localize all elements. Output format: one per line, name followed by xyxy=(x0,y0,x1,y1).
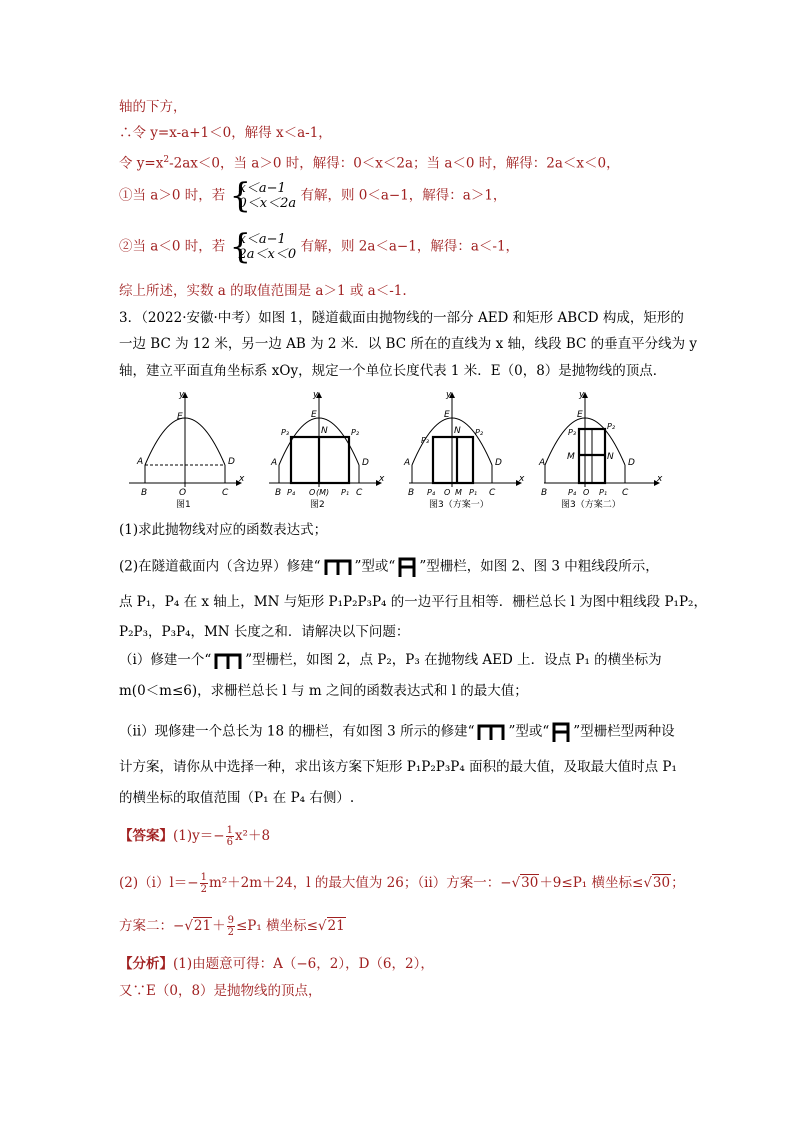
label-x: x xyxy=(657,474,663,484)
part-2-line-2: 点 P₁，P₄ 在 x 轴上，MN 与矩形 P₁P₂P₃P₄ 的一边平行且相等．栅栏总长 l 为图中粗线段 P₁P₂， xyxy=(119,594,707,610)
figure-3-plan-2 xyxy=(538,390,663,510)
fraction-den: 2 xyxy=(200,884,207,895)
case-1-system xyxy=(229,176,297,216)
part-2i-line-2: m(0＜m≤6)，求栅栏总长 l 与 m 之间的函数表达式和 l 的最大值； xyxy=(119,683,528,699)
label-a: A xyxy=(137,457,144,467)
answer-2-a: (2)（ⅰ）l＝− xyxy=(119,875,199,891)
fraction-den: 6 xyxy=(226,837,233,848)
sqrt-value: 30 xyxy=(652,875,671,891)
label-m: M xyxy=(567,452,575,462)
label-d: D xyxy=(495,458,502,468)
fraction xyxy=(227,915,235,938)
fraction-den: 2 xyxy=(227,927,234,938)
case-1-row-1: x＜a−1 xyxy=(238,181,286,196)
figure-2-caption: 图2 xyxy=(310,500,325,510)
label-o: O xyxy=(309,488,316,497)
case-1-suffix: 有解，则 0＜a−1，解得：a＞1， xyxy=(300,187,507,204)
conclusion: 综上所述，实数 a 的取值范围是 a＞1 或 a＜-1. xyxy=(119,283,407,299)
solution-line-3a: 令 y=x xyxy=(119,155,164,172)
part-2i-text-b: ”型栅栏，如图 2，点 P₂，P₃ 在抛物线 AED 上．设点 P₁ 的横坐标为 xyxy=(245,652,662,668)
label-m: (M) xyxy=(316,488,330,497)
label-o: O xyxy=(179,488,187,498)
label-x: x xyxy=(519,474,525,484)
case-1-prefix: ①当 a＞0 时，若 xyxy=(119,187,226,204)
fraction-num: 9 xyxy=(227,915,234,926)
sqrt-value: 30 xyxy=(521,875,539,891)
label-p3: P₃ xyxy=(421,436,430,445)
part-2ii-text-c: ”型栅栏型两种设 xyxy=(573,723,675,740)
label-c: C xyxy=(222,488,229,498)
fence-rect xyxy=(433,437,473,483)
brace-icon: { xyxy=(229,227,252,267)
case-2-line xyxy=(119,227,520,267)
figure-3-plan-1-caption: 图3（方案一） xyxy=(429,500,489,510)
case-2-system xyxy=(229,227,297,267)
part-2-line-3: P₂P₃，P₃P₄，MN 长度之和．请解决以下问题： xyxy=(119,624,410,640)
label-c: C xyxy=(622,488,629,498)
answer-3-b: ＋ xyxy=(212,918,226,934)
figure-3-plan-2-caption: 图3（方案二） xyxy=(561,500,621,510)
label-y: y xyxy=(313,390,319,400)
fraction-num: 1 xyxy=(200,872,207,883)
label-m: M xyxy=(455,488,462,497)
case-1-row-2: 0＜x＜2a xyxy=(238,196,297,211)
label-y: y xyxy=(446,390,452,400)
case-2-prefix: ②当 a＜0 时，若 xyxy=(119,238,226,255)
label-n: N xyxy=(454,426,461,436)
part-2-text-c: ”型栅栏，如图 2、图 3 中粗线段所示， xyxy=(419,558,659,575)
answer-2-c: ＋9≤P₁ 横坐标≤ xyxy=(539,875,644,891)
label-b: B xyxy=(408,488,415,498)
label-d: D xyxy=(362,458,369,468)
label-n: N xyxy=(321,426,328,436)
label-c: C xyxy=(356,488,363,498)
figure-2 xyxy=(269,390,385,510)
figure-1 xyxy=(129,390,245,510)
label-e: E xyxy=(444,410,450,420)
analysis-tag: 【分析】 xyxy=(119,956,173,972)
label-p2: P₂ xyxy=(475,428,484,437)
fence-m-type-icon xyxy=(476,723,506,741)
analysis-line-2: 又∵E（0，8）是抛物线的顶点， xyxy=(119,983,322,999)
label-c: C xyxy=(489,488,496,498)
answer-1-a: (1)y＝− xyxy=(173,828,225,844)
fence-h-type-icon xyxy=(397,556,417,578)
label-p4: P₄ xyxy=(427,488,436,497)
fence-m-type-icon xyxy=(323,558,353,576)
fraction xyxy=(226,825,234,848)
label-n: N xyxy=(607,452,614,462)
fraction xyxy=(200,872,208,895)
solution-line-3 xyxy=(119,151,620,173)
label-o: O xyxy=(583,488,590,497)
solution-line-1: 轴的下方， xyxy=(119,99,187,115)
part-2-text-a: (2)在隧道截面内（含边界）修建“ xyxy=(119,558,321,575)
label-e: E xyxy=(311,410,317,420)
fraction-num: 1 xyxy=(226,825,233,836)
label-y: y xyxy=(179,390,185,400)
figure-3-plan-1 xyxy=(403,390,525,510)
part-2i-text-a: （ⅰ）修建一个“ xyxy=(119,652,212,668)
part-2ii-line-1 xyxy=(119,721,675,743)
label-p1: P₁ xyxy=(341,488,350,497)
label-p1: P₁ xyxy=(599,488,608,497)
part-2ii-line-2: 计方案，请你从中选择一种，求出该方案下矩形 P₁P₂P₃P₄ 面积的最大值，及取最大值时点 P₁ xyxy=(119,759,677,775)
label-a: A xyxy=(404,458,411,468)
label-d: D xyxy=(628,458,635,468)
label-p2: P₂ xyxy=(351,428,360,437)
part-2ii-line-3: 的横坐标的取值范围（P₁ 在 P₄ 右侧）. xyxy=(119,790,355,806)
label-b: B xyxy=(275,488,282,498)
label-a: A xyxy=(271,458,278,468)
part-2ii-text-a: （ⅱ）现修建一个总长为 18 的栅栏，有如图 3 所示的修建“ xyxy=(119,723,475,740)
part-2ii-text-b: ”型或“ xyxy=(508,723,550,740)
brace-icon: { xyxy=(229,176,252,216)
case-1-line xyxy=(119,176,507,216)
label-x: x xyxy=(239,474,245,484)
answer-tag: 【答案】 xyxy=(119,828,173,844)
answer-line-1 xyxy=(119,825,270,848)
question-3-line-3: 轴，建立平面直角坐标系 xOy，规定一个单位长度代表 1 米．E（0，8）是抛物线的顶点． xyxy=(119,363,667,379)
answer-line-3: 方案二：−√21＋ $\frac{9}{2}$ ≤P₁ 横坐标≤√21 xyxy=(119,915,345,938)
solution-line-2: ∴令 y=x-a+1＜0，解得 x＜a-1， xyxy=(119,125,332,141)
label-p2: P₂ xyxy=(607,422,616,431)
solution-line-3b: -2ax＜0，当 a＞0 时，解得：0＜x＜2a；当 a＜0 时，解得：2a＜x＜0， xyxy=(169,155,620,172)
part-2-text-b: ”型或“ xyxy=(354,558,396,575)
answer-2-d: ； xyxy=(671,875,685,891)
part-2-line-1 xyxy=(119,556,659,578)
answer-line-2: (2)（ⅰ）l＝− $\frac{1}{2}$ m²＋2m＋24，l 的最大值为 26；（ⅱ）方案一：−√30＋9≤P₁ 横坐标≤√30； xyxy=(119,872,685,895)
analysis-text-1: (1)由题意可得：A（−6，2），D（6，2）， xyxy=(173,956,434,972)
label-p1: P₁ xyxy=(469,488,478,497)
figures-row xyxy=(119,385,679,513)
label-x: x xyxy=(379,474,385,484)
question-3-line-1: 3．（2022·安徽·中考）如图 1，隧道截面由抛物线的一部分 AED 和矩形 ABCD 构成，矩形的 xyxy=(119,310,684,326)
label-o: O xyxy=(444,488,451,497)
case-2-row-1: x＜a−1 xyxy=(238,232,286,247)
part-1: (1)求此抛物线对应的函数表达式； xyxy=(119,522,328,538)
label-e: E xyxy=(577,410,583,420)
label-p3: P₃ xyxy=(281,428,290,437)
label-b: B xyxy=(541,488,548,498)
answer-2-b: m²＋2m＋24，l 的最大值为 26；（ⅱ）方案一：− xyxy=(208,875,512,891)
answer-3-a: 方案二：− xyxy=(119,918,185,934)
answer-1-b: x²＋8 xyxy=(234,828,271,844)
case-2-suffix: 有解，则 2a＜a−1，解得：a＜-1， xyxy=(300,238,520,255)
sqrt-value: 21 xyxy=(193,918,212,934)
label-b: B xyxy=(141,488,148,498)
sqrt-value: 21 xyxy=(327,918,345,934)
label-p3: P₃ xyxy=(568,428,577,437)
label-y: y xyxy=(579,390,585,400)
label-d: D xyxy=(228,457,235,467)
question-3-line-2: 一边 BC 为 12 米，另一边 AB 为 2 米．以 BC 所在的直线为 x 轴，线段 BC 的垂直平分线为 y xyxy=(119,336,698,352)
fence-h-type-icon xyxy=(551,721,571,743)
fence-m-type-icon xyxy=(213,652,243,670)
label-a: A xyxy=(539,458,546,468)
label-p4: P₄ xyxy=(568,488,577,497)
case-2-row-2: 2a＜x＜0 xyxy=(238,247,297,262)
figure-1-caption: 图1 xyxy=(176,500,191,510)
part-2i-line-1 xyxy=(119,651,662,670)
analysis-line-1 xyxy=(119,955,434,973)
label-p4: P₄ xyxy=(287,488,296,497)
label-e: E xyxy=(177,412,183,422)
answer-3-c: ≤P₁ 横坐标≤ xyxy=(235,918,318,934)
superscript-2: 2 xyxy=(163,155,170,165)
